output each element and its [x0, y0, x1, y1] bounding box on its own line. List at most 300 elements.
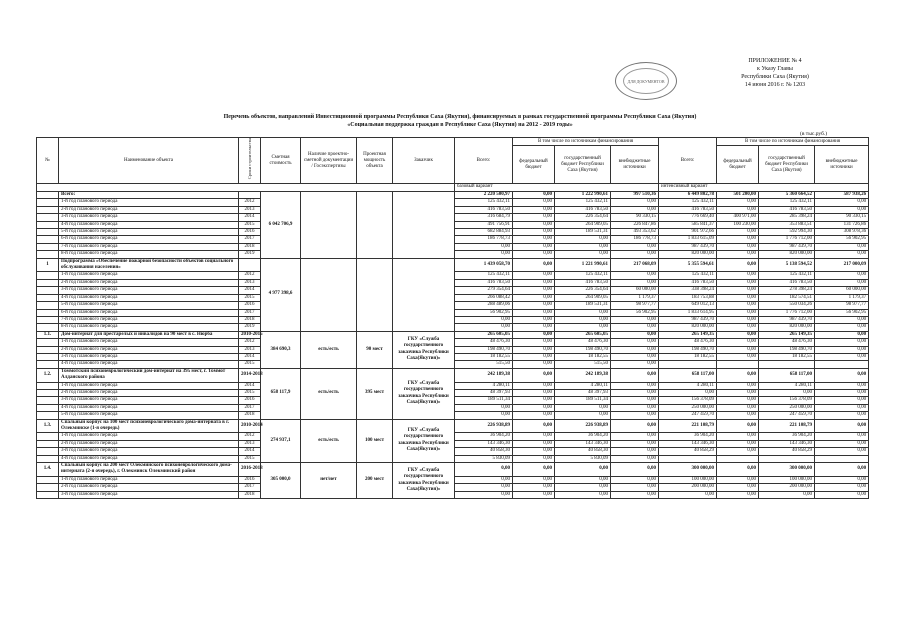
row-value: 0,00	[555, 324, 611, 331]
row-number	[37, 361, 59, 368]
row-value: 18 182,55	[555, 353, 611, 360]
row-period: 2014	[239, 287, 261, 294]
row-value: 0,00	[815, 382, 869, 389]
row-name: Дом-интернат для престарелых и инвалидов на 90 мест в с. Нюрба	[59, 331, 239, 338]
group-capacity	[357, 192, 393, 259]
row-name: 5-й год планового периода	[59, 229, 239, 236]
col-period	[239, 138, 261, 184]
row-value: 0,00	[815, 419, 869, 433]
group-docs: нет/нет	[301, 463, 357, 499]
row-value: 125 432,11	[455, 272, 513, 279]
group-cost: 4 977 398,6	[261, 258, 301, 331]
row-value: 1 833 614,95	[659, 309, 717, 316]
row-value: 221 108,79	[759, 419, 815, 433]
row-value: 226 847,86	[611, 221, 659, 228]
row-period: 2016	[239, 397, 261, 404]
row-period: 2012	[239, 199, 261, 206]
row-value: 0,00	[717, 463, 759, 477]
row-name: 3-й год планового периода	[59, 491, 239, 498]
row-value: 0,00	[513, 484, 555, 491]
row-value: 0,00	[611, 463, 659, 477]
variant-intensive: интенсивный вариант	[659, 184, 869, 192]
row-value: 300 000,00	[659, 463, 717, 477]
row-value: 0,00	[717, 309, 759, 316]
row-value: 0,00	[815, 491, 869, 498]
row-value: 0,00	[815, 279, 869, 286]
row-value: 18 182,55	[659, 353, 717, 360]
row-value: 265 149,35	[659, 331, 717, 338]
row-value: 820 000,00	[659, 324, 717, 331]
group-capacity: 395 мест	[357, 368, 393, 419]
row-number: 1.4.	[37, 463, 59, 477]
row-value: 279 354,64	[455, 287, 513, 294]
row-value: 0,00	[815, 316, 869, 323]
row-period: 2018	[239, 412, 261, 419]
row-value: 56 902,95	[815, 236, 869, 243]
row-value: 0,00	[555, 404, 611, 411]
row-value: 0,00	[759, 491, 815, 498]
row-value: 247 459,70	[659, 412, 717, 419]
row-value	[815, 361, 869, 368]
row-period: 2012	[239, 339, 261, 346]
row-value: 247 459,70	[759, 412, 815, 419]
row-value: 0,00	[717, 484, 759, 491]
official-stamp	[615, 62, 677, 100]
row-value: 0,00	[717, 302, 759, 309]
row-value: 0,00	[455, 463, 513, 477]
row-value: 56 902,95	[455, 309, 513, 316]
row-value: 997 510,36	[611, 192, 659, 199]
row-value: 0,00	[717, 404, 759, 411]
row-value: 0,00	[815, 448, 869, 455]
row-period: 2018	[239, 491, 261, 498]
row-value: 18 182,55	[759, 353, 815, 360]
row-value: 0,00	[513, 199, 555, 206]
row-value: 501 200,00	[717, 192, 759, 199]
row-number	[37, 491, 59, 498]
row-name: 3-й год планового периода	[59, 214, 239, 221]
col-period-label: Сроки строительства	[246, 138, 252, 180]
row-number	[37, 214, 59, 221]
row-period: 2012	[239, 433, 261, 440]
col-cost: Сметная стоимость	[261, 138, 301, 184]
row-value: 0,00	[815, 484, 869, 491]
row-name: 2-й год планового периода	[59, 484, 239, 491]
row-value	[659, 361, 717, 368]
col-state-base: государственный бюджет Республики Саха (Якутия)	[555, 146, 611, 184]
row-value: 0,00	[717, 440, 759, 447]
row-value: 90 330,15	[611, 214, 659, 221]
row-value: 0,00	[455, 484, 513, 491]
row-value: 0,00	[659, 389, 717, 396]
row-value: 36 904,20	[455, 433, 513, 440]
row-number	[37, 294, 59, 301]
row-name: 3-й год планового периода	[59, 287, 239, 294]
row-value: 250 000,00	[759, 404, 815, 411]
row-value: 100 000,00	[759, 476, 815, 483]
row-period: 2013	[239, 206, 261, 213]
row-value: 0,00	[555, 309, 611, 316]
row-value: 0,00	[513, 397, 555, 404]
row-value: 0,00	[717, 368, 759, 382]
row-value: 0,00	[513, 272, 555, 279]
row-value: 40 858,30	[555, 448, 611, 455]
row-value: 0,00	[717, 331, 759, 338]
row-value: 48 397,93	[555, 389, 611, 396]
row-value: 0,00	[513, 361, 555, 368]
row-value: 0,00	[513, 294, 555, 301]
row-number	[37, 404, 59, 411]
row-period: 2017	[239, 236, 261, 243]
row-value: 1 776 712,00	[759, 309, 815, 316]
row-number	[37, 236, 59, 243]
row-value: 0,00	[611, 353, 659, 360]
row-value: 0,00	[513, 324, 555, 331]
row-value: 0,00	[717, 389, 759, 396]
group-capacity	[357, 258, 393, 331]
row-number	[37, 455, 59, 462]
row-period: 2015	[239, 455, 261, 462]
row-value: 156 378,09	[759, 397, 815, 404]
row-name: 6-й год планового периода	[59, 236, 239, 243]
row-value: 0,00	[513, 419, 555, 433]
row-value: 0,00	[815, 339, 869, 346]
row-period: 2015	[239, 221, 261, 228]
row-value: 0,00	[513, 463, 555, 477]
row-value: 0,00	[717, 433, 759, 440]
col-name: Наименование объекта	[59, 138, 239, 184]
row-value	[759, 455, 815, 462]
row-period	[239, 258, 261, 272]
row-value: 242 189,38	[455, 368, 513, 382]
row-value: 100 230,00	[717, 221, 759, 228]
row-value: 265 149,35	[759, 331, 815, 338]
document-title	[150, 113, 770, 129]
row-period: 2019	[239, 324, 261, 331]
row-value: 0,00	[717, 199, 759, 206]
row-value: 1 776 712,00	[759, 236, 815, 243]
row-name: 8-й год планового периода	[59, 251, 239, 258]
row-value: 0,00	[815, 404, 869, 411]
row-period: 2015	[239, 361, 261, 368]
row-value: 0,00	[815, 397, 869, 404]
row-value: 285 398,24	[759, 214, 815, 221]
row-value: 90 330,15	[815, 214, 869, 221]
appendix-line: 14 июня 2016 г. № 1203	[744, 82, 806, 88]
row-value: 587 938,26	[815, 192, 869, 199]
row-value: 0,00	[717, 279, 759, 286]
row-value: 0,00	[611, 404, 659, 411]
row-value: 0,00	[815, 353, 869, 360]
row-number	[37, 302, 59, 309]
row-value: 0,00	[555, 463, 611, 477]
row-value: 0,00	[513, 346, 555, 353]
group-docs: есть/есть	[301, 331, 357, 368]
row-value: 0,00	[815, 331, 869, 338]
row-value: 125 432,11	[659, 272, 717, 279]
row-value: 0,00	[611, 346, 659, 353]
row-value: 0,00	[815, 433, 869, 440]
row-name: Всего:	[59, 192, 239, 199]
row-value: 0,00	[513, 287, 555, 294]
row-period: 2010-2015	[239, 331, 261, 338]
row-value: 125 432,11	[759, 272, 815, 279]
row-value: 338 398,24	[659, 287, 717, 294]
row-value: 5 355 594,61	[659, 258, 717, 272]
row-period: 2018	[239, 243, 261, 250]
row-value: 125 432,11	[555, 272, 611, 279]
row-value: 0,00	[717, 294, 759, 301]
row-value: 125 432,11	[455, 199, 513, 206]
row-value: 36 904,20	[555, 433, 611, 440]
row-value: 0,00	[717, 476, 759, 483]
group-docs: есть/есть	[301, 368, 357, 419]
row-name: 3-й год планового периода	[59, 448, 239, 455]
row-period: 2013	[239, 346, 261, 353]
row-value: 0,00	[611, 455, 659, 462]
row-value: 0,00	[513, 353, 555, 360]
row-value: 0,00	[611, 491, 659, 498]
row-value: 0,00	[513, 491, 555, 498]
row-value: 5 138 594,52	[759, 258, 815, 272]
row-value: 0,00	[611, 389, 659, 396]
row-number: 1.3.	[37, 419, 59, 433]
row-name: 3-й год планового периода	[59, 397, 239, 404]
row-value: 987 439,70	[759, 316, 815, 323]
row-value: 4 280,11	[759, 382, 815, 389]
row-name: 4-й год планового периода	[59, 221, 239, 228]
row-name: 1-й год планового периода	[59, 199, 239, 206]
row-number	[37, 316, 59, 323]
row-value: 0,00	[611, 251, 659, 258]
row-value: 649 012,13	[659, 302, 717, 309]
row-value: 0,00	[555, 412, 611, 419]
row-value: 6 449 802,78	[659, 192, 717, 199]
row-number: 1	[37, 258, 59, 272]
row-value: 48 476,30	[659, 339, 717, 346]
row-value: 515,50	[455, 361, 513, 368]
row-period: 2013	[239, 440, 261, 447]
row-value: 198 490,70	[555, 346, 611, 353]
row-value: 226 938,89	[555, 419, 611, 433]
row-value: 0,00	[513, 368, 555, 382]
table-row-heading	[37, 419, 869, 433]
row-number	[37, 309, 59, 316]
row-value: 0,00	[611, 279, 659, 286]
row-value: 682 884,93	[455, 229, 513, 236]
col-total-base: Всего:	[455, 138, 513, 184]
table-row-heading	[37, 258, 869, 272]
row-period: 2016	[239, 476, 261, 483]
row-value: 658 117,00	[659, 368, 717, 382]
row-name: 2-й год планового периода	[59, 206, 239, 213]
row-value: 0,00	[717, 316, 759, 323]
row-value: 0,00	[611, 412, 659, 419]
variant-spacer	[37, 184, 455, 192]
row-value: 198 490,70	[455, 346, 513, 353]
row-value: 226 938,89	[455, 419, 513, 433]
row-value: 0,00	[455, 316, 513, 323]
row-value: 264 909,05	[555, 294, 611, 301]
row-number	[37, 192, 59, 199]
row-value: 189 531,31	[555, 229, 611, 236]
row-value: 100 000,00	[659, 476, 717, 483]
group-customer: ГКУ «Служба государственного заказчика Республики Саха(Якутия)»	[393, 331, 455, 368]
row-name: 4-й год планового периода	[59, 455, 239, 462]
row-value: 98 977,77	[611, 302, 659, 309]
row-value: 0,00	[611, 433, 659, 440]
row-period: 2016	[239, 302, 261, 309]
row-value: 0,00	[513, 433, 555, 440]
row-period: 2013	[239, 279, 261, 286]
table-row-heading	[37, 192, 869, 199]
group-cost: 384 690,3	[261, 331, 301, 368]
unit-label: (в тыс.руб.)	[800, 131, 828, 137]
row-name: 5-й год планового периода	[59, 302, 239, 309]
row-value: 0,00	[513, 382, 555, 389]
row-value: 48 476,30	[759, 339, 815, 346]
row-name: 4-й год планового периода	[59, 361, 239, 368]
row-value: 820 000,00	[659, 251, 717, 258]
row-value: 308 978,36	[815, 229, 869, 236]
group-customer: ГКУ «Служба государственного заказчика Республики Саха(Якутия)»	[393, 463, 455, 499]
row-value: 0,00	[513, 455, 555, 462]
row-value: 0,00	[611, 206, 659, 213]
row-value: 0,00	[717, 272, 759, 279]
col-federal-base: федеральный бюджет	[513, 146, 555, 184]
group-customer: ГКУ «Служба государственного заказчика Республики Саха(Якутия)»	[393, 419, 455, 462]
row-value: 0,00	[513, 192, 555, 199]
col-capacity: Проектная мощность объекта	[357, 138, 393, 184]
row-value: 1 222 990,61	[555, 192, 611, 199]
row-number	[37, 272, 59, 279]
row-value: 0,00	[611, 448, 659, 455]
row-value: 265 605,05	[555, 331, 611, 338]
group-customer	[393, 258, 455, 331]
row-value: 0,00	[717, 339, 759, 346]
row-value: 0,00	[513, 236, 555, 243]
row-value: 0,00	[611, 361, 659, 368]
row-value: 416 783,50	[455, 279, 513, 286]
row-value: 0,00	[611, 440, 659, 447]
row-value: 416 783,50	[659, 279, 717, 286]
row-value: 56 902,95	[815, 309, 869, 316]
row-value: 0,00	[513, 229, 555, 236]
col-extra-base: внебюджетные источники	[611, 146, 659, 184]
row-value: 0,00	[455, 412, 513, 419]
row-value: 125 432,11	[555, 199, 611, 206]
row-value: 0,00	[611, 272, 659, 279]
row-number	[37, 433, 59, 440]
row-value: 0,00	[455, 404, 513, 411]
row-value: 125 432,11	[759, 199, 815, 206]
row-name: 1-й год планового периода	[59, 272, 239, 279]
row-value: 0,00	[815, 412, 869, 419]
group-customer: ГКУ «Служба государственного заказчика Республики Саха(Якутия)»	[393, 368, 455, 419]
row-value: 0,00	[611, 476, 659, 483]
row-value: 0,00	[611, 397, 659, 404]
row-period: 2017	[239, 404, 261, 411]
row-period: 2016-2018	[239, 463, 261, 477]
row-value: 0,00	[717, 412, 759, 419]
row-value: 0,00	[455, 251, 513, 258]
row-value: 1 179,37	[815, 294, 869, 301]
row-value: 189 531,31	[555, 302, 611, 309]
row-name: 1-й год планового периода	[59, 382, 239, 389]
row-value: 0,00	[513, 206, 555, 213]
title-line-2: «Социальная поддержка граждан в Республике Саха (Якутия) на 2012 - 2019 годы»	[347, 122, 573, 128]
appendix-line: Республики Саха (Якутия)	[741, 74, 809, 80]
row-value: 0,00	[611, 243, 659, 250]
row-value: 40 858,29	[659, 448, 717, 455]
row-name: 6-й год планового периода	[59, 309, 239, 316]
row-number	[37, 324, 59, 331]
row-value: 4 280,11	[555, 382, 611, 389]
row-value: 56 902,95	[611, 309, 659, 316]
row-value: 0,00	[717, 419, 759, 433]
row-value: 0,00	[455, 476, 513, 483]
row-value: 156 378,09	[659, 397, 717, 404]
row-value: 0,00	[611, 316, 659, 323]
row-value: 0,00	[555, 251, 611, 258]
row-value: 0,00	[659, 491, 717, 498]
row-value: 265 605,05	[455, 331, 513, 338]
row-value: 4 280,11	[659, 382, 717, 389]
row-name: 8-й год планового периода	[59, 324, 239, 331]
row-value: 776 669,40	[659, 214, 717, 221]
row-number	[37, 412, 59, 419]
row-value: 0,00	[611, 199, 659, 206]
row-value: 0,00	[555, 316, 611, 323]
row-value: 36 904,20	[659, 433, 717, 440]
row-name: 2-й год планового периода	[59, 389, 239, 396]
row-value: 5 830,09	[555, 455, 611, 462]
appendix-header	[695, 57, 855, 89]
row-value	[815, 455, 869, 462]
row-value: 0,00	[611, 331, 659, 338]
row-value: 0,00	[717, 229, 759, 236]
row-value: 493 353,62	[611, 229, 659, 236]
table-row-heading	[37, 463, 869, 477]
row-period: 2016	[239, 229, 261, 236]
row-period: 2015	[239, 389, 261, 396]
row-number	[37, 389, 59, 396]
investment-table	[36, 137, 869, 499]
row-value: 0,00	[611, 339, 659, 346]
row-value: 0,00	[717, 448, 759, 455]
row-value: 0,00	[455, 243, 513, 250]
row-value: 0,00	[513, 476, 555, 483]
row-period: 2015	[239, 294, 261, 301]
row-value: 198 490,70	[759, 346, 815, 353]
row-period	[239, 192, 261, 199]
row-value: 416 783,50	[659, 206, 717, 213]
row-period: 2017	[239, 309, 261, 316]
row-value: 250 000,00	[659, 404, 717, 411]
row-value: 242 189,38	[555, 368, 611, 382]
row-period: 2014-2018	[239, 368, 261, 382]
row-value: 0,00	[717, 258, 759, 272]
row-number: 1.2.	[37, 368, 59, 382]
row-value: 198 490,70	[659, 346, 717, 353]
row-value: 0,00	[717, 382, 759, 389]
row-value: 0,00	[611, 484, 659, 491]
row-value: 416 783,50	[455, 206, 513, 213]
row-value: 0,00	[513, 251, 555, 258]
row-value: 0,00	[555, 243, 611, 250]
row-value: 0,00	[815, 251, 869, 258]
row-number	[37, 448, 59, 455]
